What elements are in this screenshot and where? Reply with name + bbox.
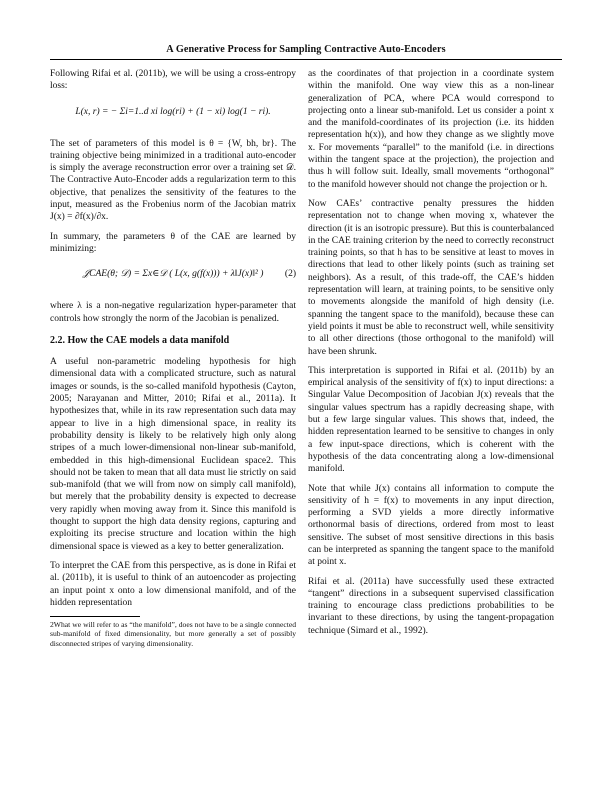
equation-body: 𝒥CAE(θ; 𝒟) = Σx∈𝒟 ( L(x, g(f(x))) + λ‖J(x)‖² ) xyxy=(82,269,264,280)
paragraph: A useful non-parametric modeling hypothesis for high dimensional data with a complicated structure, such as natural images or sounds, is the so-called manifold hypothesis (Cayton, 2005; Narayanan and Mitter, 2010; Rifai et al., 2011a). It hypothesizes that, while in its raw representation such data may appear to live in a high dimensional space, in reality its probability density is likely to be relatively high only along stripes of a much lower-dimensional non-linear sub-manifold, embedded in this high-dimensional Euclidean space2. This should not be taken to mean that all data must lie strictly on said sub-manifold (that we will from now on simply call manifold), but merely that the probability density is expected to decrease very rapidly when moving away from it. Since this manifold is thought to support the high data density regions, capturing and exploiting its precise structure and location within the high dimensional space is viewed as a key to better generalization. xyxy=(50,357,296,552)
equation-1 xyxy=(50,100,296,130)
paragraph: Rifai et al. (2011a) have successfully used these extracted “tangent” directions in a subsequent supervised classification training to encourage class predictions probabilities to be invariant to these directions, by using the tangent-propagation technique (Simard et al., 1992). xyxy=(308,576,554,636)
paragraph: where λ is a non-negative regularization hyper-parameter that controls how strongly the norm of the Jacobian is penalized. xyxy=(50,301,296,324)
footnote-rule xyxy=(50,616,140,617)
right-column xyxy=(308,68,554,644)
paragraph: Note that while J(x) contains all information to compute the sensitivity of h = f(x) to movements in any input direction, performing a SVD yields a more directly informative orthonormal basis of directions, ordered from most to least sensitive. The subset of most sensitive directions in this basis can be interpreted as spanning the tangent space to the manifold at point x. xyxy=(308,483,554,568)
running-header: A Generative Process for Sampling Contractive Auto-Encoders xyxy=(166,44,446,55)
paragraph: In summary, the parameters θ of the CAE are learned by minimizing: xyxy=(50,231,296,254)
equation-2 xyxy=(50,262,296,292)
paragraph: The set of parameters of this model is θ = {W, bh, br}. The training objective being minimized in a traditional auto-encoder is simply the average reconstruction error over a training set 𝒟. The Contractive Auto-Encoder adds a regularization term to this objective, that penalizes the sensitivity of the features to the input, measured as the Frobenius norm of the Jacobian matrix J(x) = ∂f(x)/∂x. xyxy=(50,138,296,223)
paragraph: Following Rifai et al. (2011b), we will be using a cross-entropy loss: xyxy=(50,69,296,92)
equation-number: (2) xyxy=(284,269,296,280)
equation-body: L(x, r) = − Σi=1..d xi log(ri) + (1 − xi) log(1 − ri). xyxy=(75,106,271,117)
left-column xyxy=(50,68,296,648)
paragraph: as the coordinates of that projection in a coordinate system within the manifold. One way view this as a non-linear generalization of PCA, where PCA would correspond to projecting onto a linear sub-manifold. Let us consider a point x and the manifold-coordinates of its projection (i.e. its hidden representation h(x)), and how they change as we slightly move x. For movements “parallel” to the manifold (i.e. in directions within the tangent space at the projection), the projection and thus h will follow suit. Ideally, small movements “orthogonal” to the manifold however should not change the projection or h. xyxy=(308,69,554,190)
paragraph: This interpretation is supported in Rifai et al. (2011b) by an empirical analysis of the sensitivity of f(x) to input directions: a Singular Value Decomposition of Jacobian J(x) reveals that the singular values spectrum has a rapidly decreasing shape, with but a few large singular values. This shows that, indeed, the hidden representation learned to be sensitive to changes in only a few input-space directions, which is coherent with the hypothesis of the data concentrating along a low-dimensional manifold. xyxy=(308,365,554,475)
header-rule xyxy=(50,59,562,60)
paragraph: To interpret the CAE from this perspective, as is done in Rifai et al. (2011b), it is useful to think of an autoencoder as projecting an input point x onto a low dimensional manifold, and of the hidden representation xyxy=(50,560,296,608)
section-heading: 2.2. How the CAE models a data manifold xyxy=(50,334,230,346)
footnote: 2What we will refer to as “the manifold”, does not have to be a single connected sub-manifold of fixed dimensionality, but more generally a set of possibly disconnected stripes of varying dimensionality. xyxy=(50,620,296,648)
paragraph: Now CAEs’ contractive penalty pressures the hidden representation not to change when moving x, whatever the direction (it is an isotropic pressure). But this is counterbalanced in the CAE training criterion by the need to correctly reconstruct training points, so that h has to be sensitive at least to moves in directions that lead to other likely points (such as training set neighbors). As a result, of this trade-off, the CAE’s hidden representation will learn, at training points, to be sensitive only to movements alongside the manifold of high density (i.e. spanning the tangent space to the manifold), because these can yield points it must be able to reconstruct well, while sensitivity to all other directions (those orthogonal to the manifold) will have been shrunk. xyxy=(308,198,554,357)
